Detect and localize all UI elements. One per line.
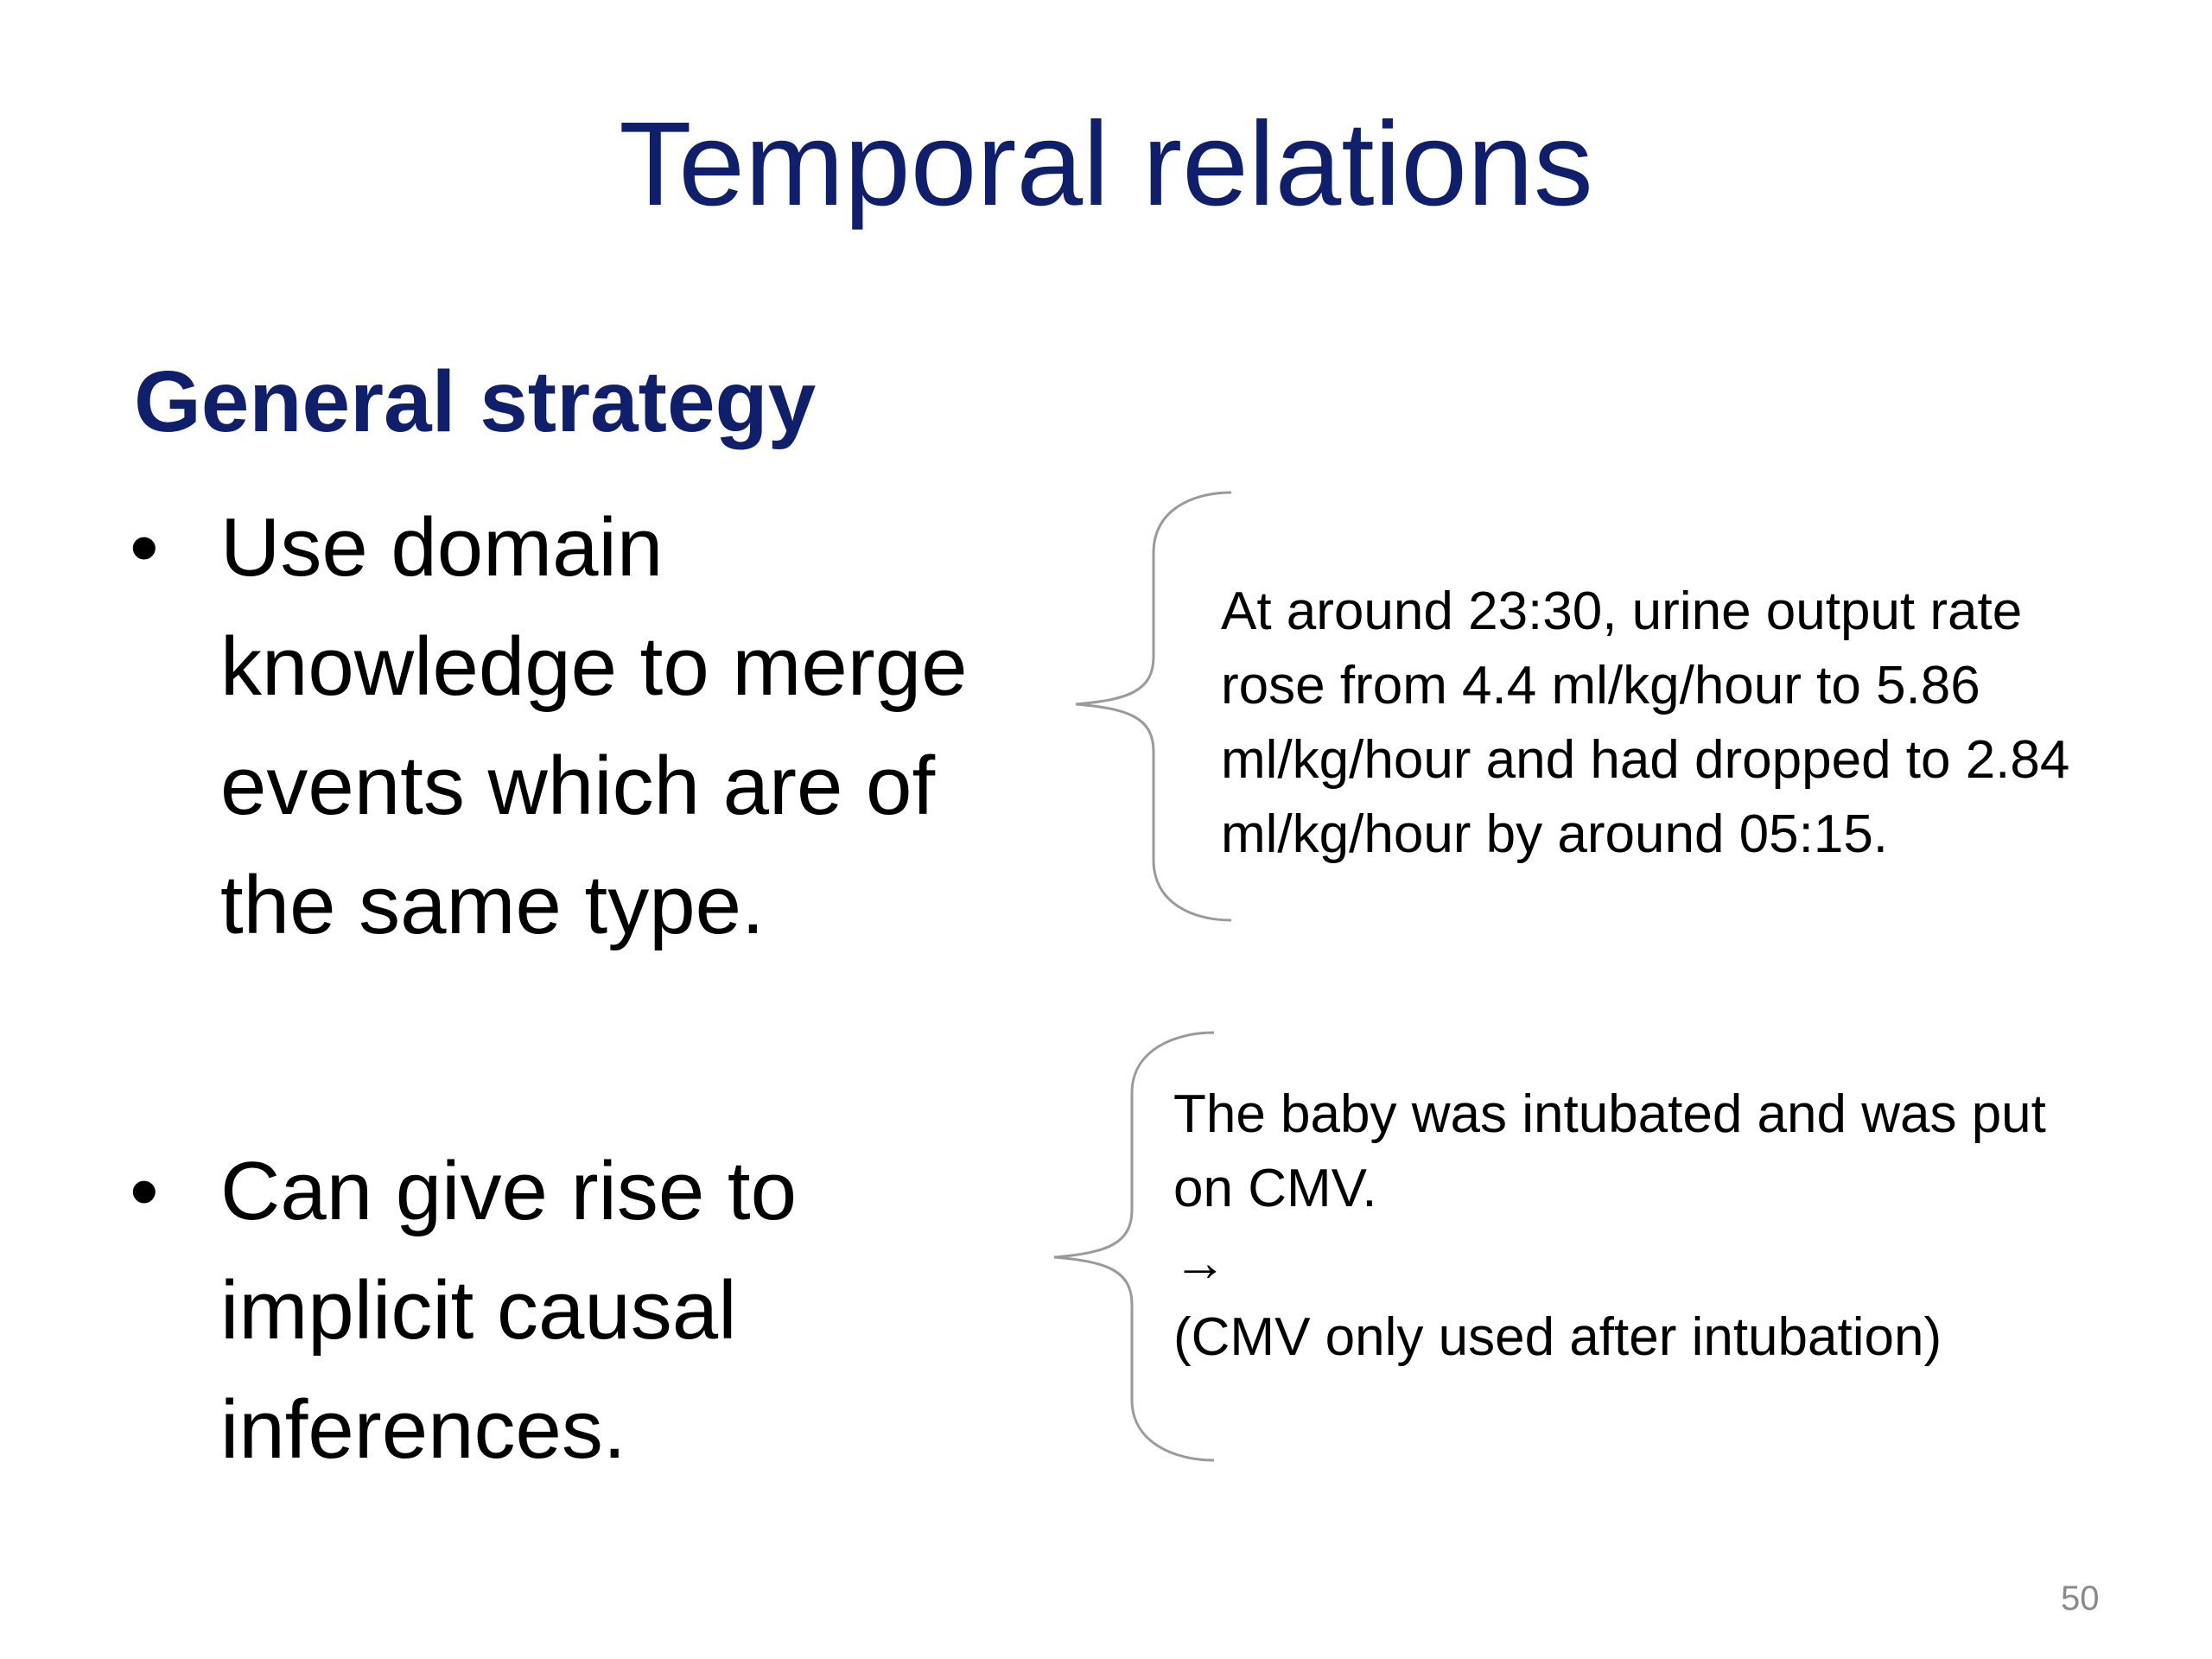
bullet-text	[220, 1132, 797, 1490]
example-line: ml/kg/hour and had dropped to 2.84	[1221, 730, 2070, 790]
bullet-line: Can give rise to	[220, 1145, 797, 1237]
slide-title: Temporal relations	[619, 98, 1593, 231]
bullet-text	[220, 488, 968, 965]
example-line: At around 23:30, urine output rate	[1221, 582, 2023, 641]
bullet-line: Use domain	[220, 501, 664, 594]
bullet-line: knowledge to merge	[220, 620, 968, 713]
bullet-line: events which are of	[220, 740, 936, 832]
example-line: on CMV.	[1173, 1159, 1377, 1218]
section-heading: General strategy	[134, 353, 817, 450]
example-line: rose from 4.4 ml/kg/hour to 5.86	[1221, 656, 1980, 715]
arrow-right-icon: →	[1173, 1233, 1227, 1293]
example-text	[1173, 1077, 2046, 1375]
bullet-line: the same type.	[220, 859, 765, 951]
bullet-marker: •	[130, 501, 159, 594]
example-line: (CMV only used after intubation)	[1173, 1307, 1942, 1367]
example-text	[1221, 575, 2069, 872]
curly-brace-icon	[1063, 488, 1236, 929]
bullet-line: implicit causal	[220, 1264, 737, 1357]
page-number: 50	[2061, 1580, 2100, 1618]
bullet-marker: •	[130, 1145, 159, 1237]
example-line: The baby was intubated and was put	[1173, 1084, 2046, 1144]
bullet-line: inferences.	[220, 1383, 626, 1476]
example-line: ml/kg/hour by around 05:15.	[1221, 804, 1889, 864]
